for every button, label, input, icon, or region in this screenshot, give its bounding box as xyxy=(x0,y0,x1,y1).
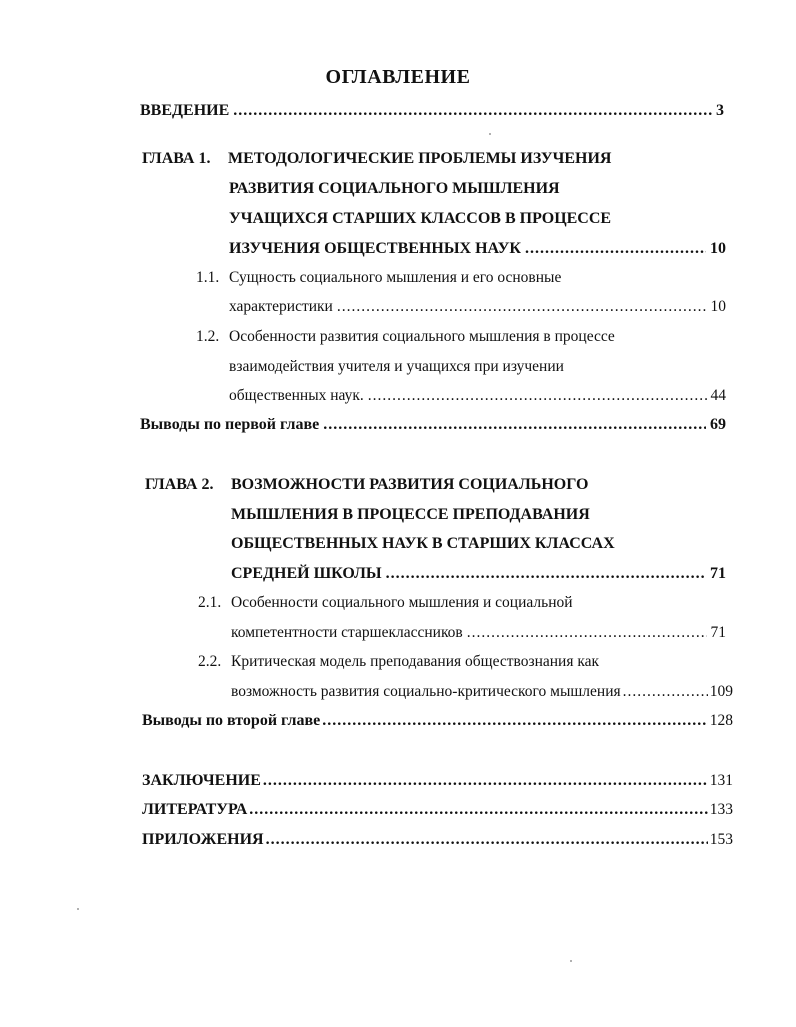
chapter1-title-last xyxy=(229,238,726,260)
chapter1-title-text: УЧАЩИХСЯ СТАРШИХ КЛАССОВ В ПРОЦЕССЕ xyxy=(229,210,612,227)
dot-leader xyxy=(323,414,706,436)
toc-entry-appendices xyxy=(142,829,733,851)
chapter2-title-last xyxy=(231,563,726,585)
dot-leader xyxy=(386,563,706,585)
section-title-line: Критическая модель преподавания обществознания как xyxy=(231,653,600,670)
dot-leader xyxy=(266,829,708,851)
toc-entry-intro xyxy=(140,100,724,122)
chapter2-title-text: ОБЩЕСТВЕННЫХ НАУК В СТАРШИХ КЛАССАХ xyxy=(231,535,615,552)
conclusion-label: Выводы по второй главе xyxy=(142,712,321,729)
chapter2-conclusion xyxy=(142,710,733,732)
end-item-page: 153 xyxy=(709,831,733,848)
section-title-line: Особенности социального мышления и социальной xyxy=(231,594,573,611)
section-2-2 xyxy=(198,651,599,673)
section-title-line: общественных наук. xyxy=(229,387,364,404)
chapter1-number: ГЛАВА 1. xyxy=(142,150,211,167)
section-number: 2.1. xyxy=(198,594,222,611)
chapter1-title-text: ИЗУЧЕНИЯ ОБЩЕСТВЕННЫХ НАУК xyxy=(229,240,522,257)
chapter1-title-line xyxy=(229,178,560,200)
end-item-page: 131 xyxy=(709,772,733,789)
conclusion-label: Выводы по первой главе xyxy=(140,416,320,433)
section-page: 71 xyxy=(710,624,726,641)
chapter2-title-text: МЫШЛЕНИЯ В ПРОЦЕССЕ ПРЕПОДАВАНИЯ xyxy=(231,506,590,523)
end-item-label: ЛИТЕРАТУРА xyxy=(142,801,248,818)
section-page: 10 xyxy=(710,298,726,315)
chapter2-heading xyxy=(145,474,588,496)
chapter2-page: 71 xyxy=(710,565,726,582)
chapter1-title-line: МЕТОДОЛОГИЧЕСКИЕ ПРОБЛЕМЫ ИЗУЧЕНИЯ xyxy=(228,150,612,167)
section-title-line: компетентности старшеклассников xyxy=(231,624,463,641)
dot-leader xyxy=(233,100,712,122)
section-page: 109 xyxy=(709,683,733,700)
section-number: 2.2. xyxy=(198,653,222,670)
section-title-line: взаимодействия учителя и учащихся при изучении xyxy=(229,358,564,375)
toc-entry-conclusion xyxy=(142,770,733,792)
section-page: 44 xyxy=(710,387,726,404)
chapter2-title-line xyxy=(231,504,590,526)
toc-title: ОГЛАВЛЕНИЕ xyxy=(325,66,471,88)
scan-speck xyxy=(570,960,572,962)
section-1-2 xyxy=(196,326,615,348)
chapter2-title-line: ВОЗМОЖНОСТИ РАЗВИТИЯ СОЦИАЛЬНОГО xyxy=(231,476,589,493)
intro-page: 3 xyxy=(716,102,724,119)
chapter1-page: 10 xyxy=(710,240,726,257)
dot-leader xyxy=(322,710,708,732)
section-number: 1.2. xyxy=(196,328,220,345)
intro-label: ВВЕДЕНИЕ xyxy=(140,102,230,119)
scan-speck xyxy=(489,133,491,135)
dot-leader xyxy=(467,622,707,644)
dot-leader xyxy=(249,799,707,821)
toc-entry-literature xyxy=(142,799,733,821)
conclusion-page: 128 xyxy=(709,712,733,729)
section-2-2-last xyxy=(231,681,733,703)
section-2-1-last xyxy=(231,622,726,644)
dot-leader xyxy=(368,385,707,407)
section-1-2-last xyxy=(229,385,726,407)
dot-leader xyxy=(263,770,708,792)
end-item-label: ПРИЛОЖЕНИЯ xyxy=(142,831,264,848)
end-item-page: 133 xyxy=(709,801,733,818)
section-2-1 xyxy=(198,592,573,614)
scan-speck xyxy=(77,908,79,910)
section-number: 1.1. xyxy=(196,269,220,286)
section-title-line: характеристики xyxy=(229,298,333,315)
dot-leader xyxy=(337,296,707,318)
section-1-1 xyxy=(196,267,561,289)
section-title-line: Особенности развития социального мышления в процессе xyxy=(229,328,615,345)
end-item-label: ЗАКЛЮЧЕНИЕ xyxy=(142,772,261,789)
chapter2-number: ГЛАВА 2. xyxy=(145,476,214,493)
chapter1-heading xyxy=(142,148,611,170)
dot-leader xyxy=(525,238,706,260)
dot-leader xyxy=(623,681,708,703)
conclusion-page: 69 xyxy=(710,416,726,433)
chapter1-title-text: РАЗВИТИЯ СОЦИАЛЬНОГО МЫШЛЕНИЯ xyxy=(229,180,560,197)
chapter1-title-line xyxy=(229,208,611,230)
section-1-2-line xyxy=(229,356,564,378)
section-title-line: возможность развития социально-критического мышления xyxy=(231,683,621,700)
section-title-line: Сущность социального мышления и его основные xyxy=(229,269,562,286)
chapter2-title-line xyxy=(231,533,615,555)
chapter2-title-text: СРЕДНЕЙ ШКОЛЫ xyxy=(231,565,382,582)
chapter1-conclusion xyxy=(140,414,726,436)
section-1-1-last xyxy=(229,296,726,318)
